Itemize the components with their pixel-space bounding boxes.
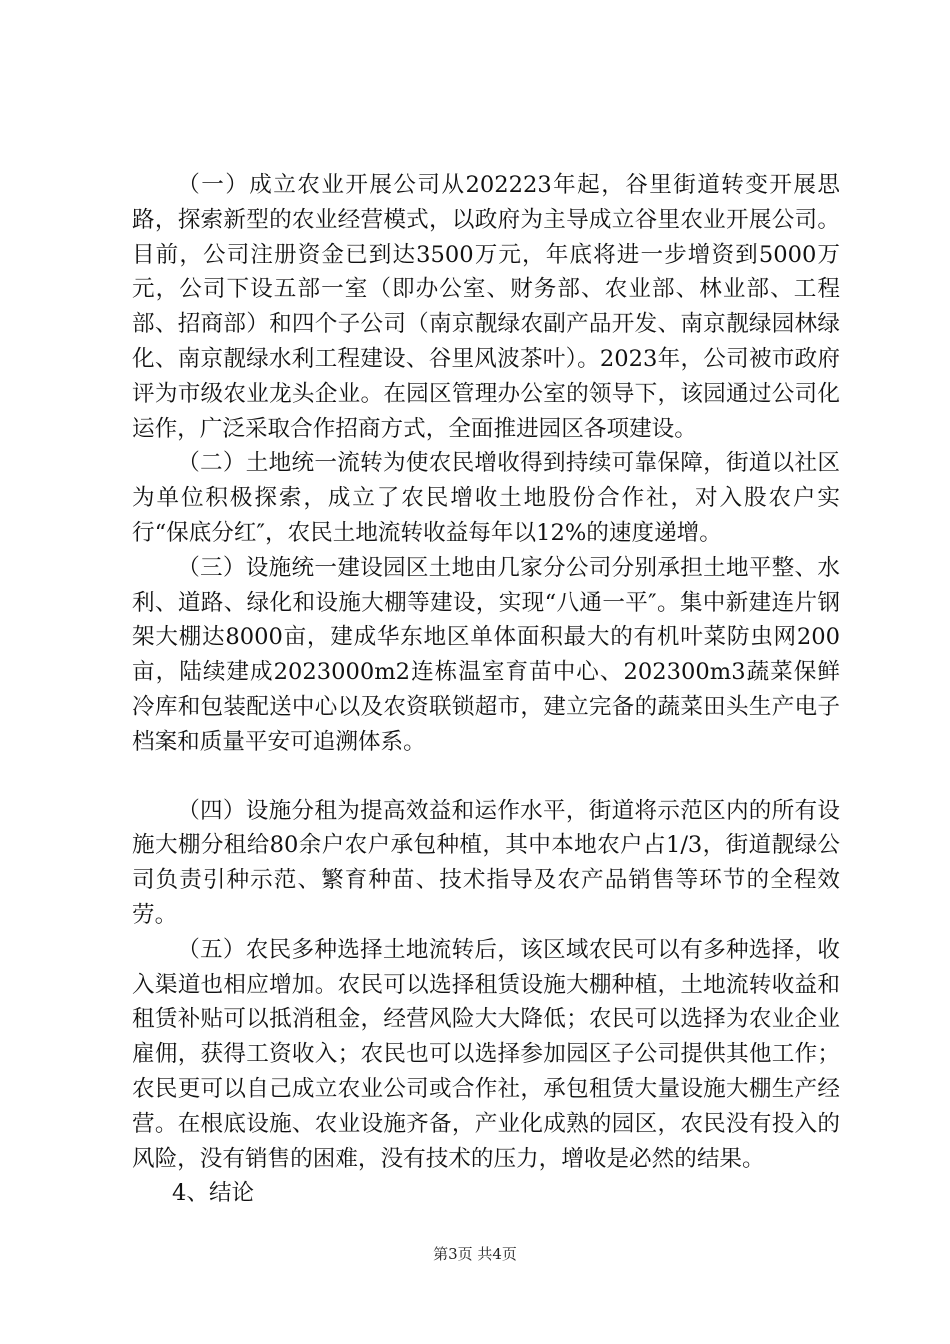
paragraph-land-transfer: （二）土地统一流转为使农民增收得到持续可靠保障，街道以社区为单位积极探索，成立了农民增收土地股份合作社，对入股农户实行“保底分红″，农民土地流转收益每年以12%的速度递增。: [132, 450, 840, 546]
paragraph-facilities-lease: （四）设施分租为提高效益和运作水平，街道将示范区内的所有设施大棚分租给80余户农户承包种植，其中本地农户占1/3，街道靓绿公司负责引种示范、繁育种苗、技术指导及农产品销售等环节的全程效劳。: [132, 797, 840, 928]
paragraph-facilities-construction: （三）设施统一建设园区土地由几家分公司分别承担土地平整、水利、道路、绿化和设施大棚等建设，实现“八通一平″。集中新建连片钢架大棚达8000亩，建成华东地区单体面积最大的有机叶菜防虫网200亩，陆续建成2023000m2连栋温室育苗中心、202300m3蔬菜保鲜冷库和包装配送中心以及农资联锁超市，建立完备的蔬菜田头生产电子档案和质量平安可追溯体系。: [132, 554, 840, 755]
paragraph-spacer: [132, 760, 840, 794]
paragraph-company: （一）成立农业开展公司从202223年起，谷里街道转变开展思路，探索新型的农业经营模式，以政府为主导成立谷里农业开展公司。目前，公司注册资金已到达3500万元，年底将进一步增资到5000万元，公司下设五部一室（即办公室、财务部、农业部、林业部、工程部、招商部）和四个子公司（南京靓绿农副产品开发、南京靓绿园林绿化、南京靓绿水利工程建设、谷里风波茶叶）。2023年，公司被市政府评为市级农业龙头企业。在园区管理办公室的领导下，该园通过公司化运作，广泛采取合作招商方式，全面推进园区各项建设。: [132, 172, 840, 442]
section-heading-conclusion: 4、结论: [172, 1180, 255, 1207]
paragraph-farmer-choices: （五）农民多种选择土地流转后，该区域农民可以有多种选择，收入渠道也相应增加。农民可以选择租赁设施大棚种植，土地流转收益和租赁补贴可以抵消租金，经营风险大大降低；农民可以选择为农业企业雇佣，获得工资收入；农民也可以选择参加园区子公司提供其他工作；农民更可以自己成立农业公司或合作社，承包租赁大量设施大棚生产经营。在根底设施、农业设施齐备，产业化成熟的园区，农民没有投入的风险，没有销售的困难，没有技术的压力，增收是必然的结果。: [132, 936, 840, 1172]
page-footer: 第3页 共4页: [433, 1245, 517, 1263]
document-body: [132, 168, 840, 1211]
